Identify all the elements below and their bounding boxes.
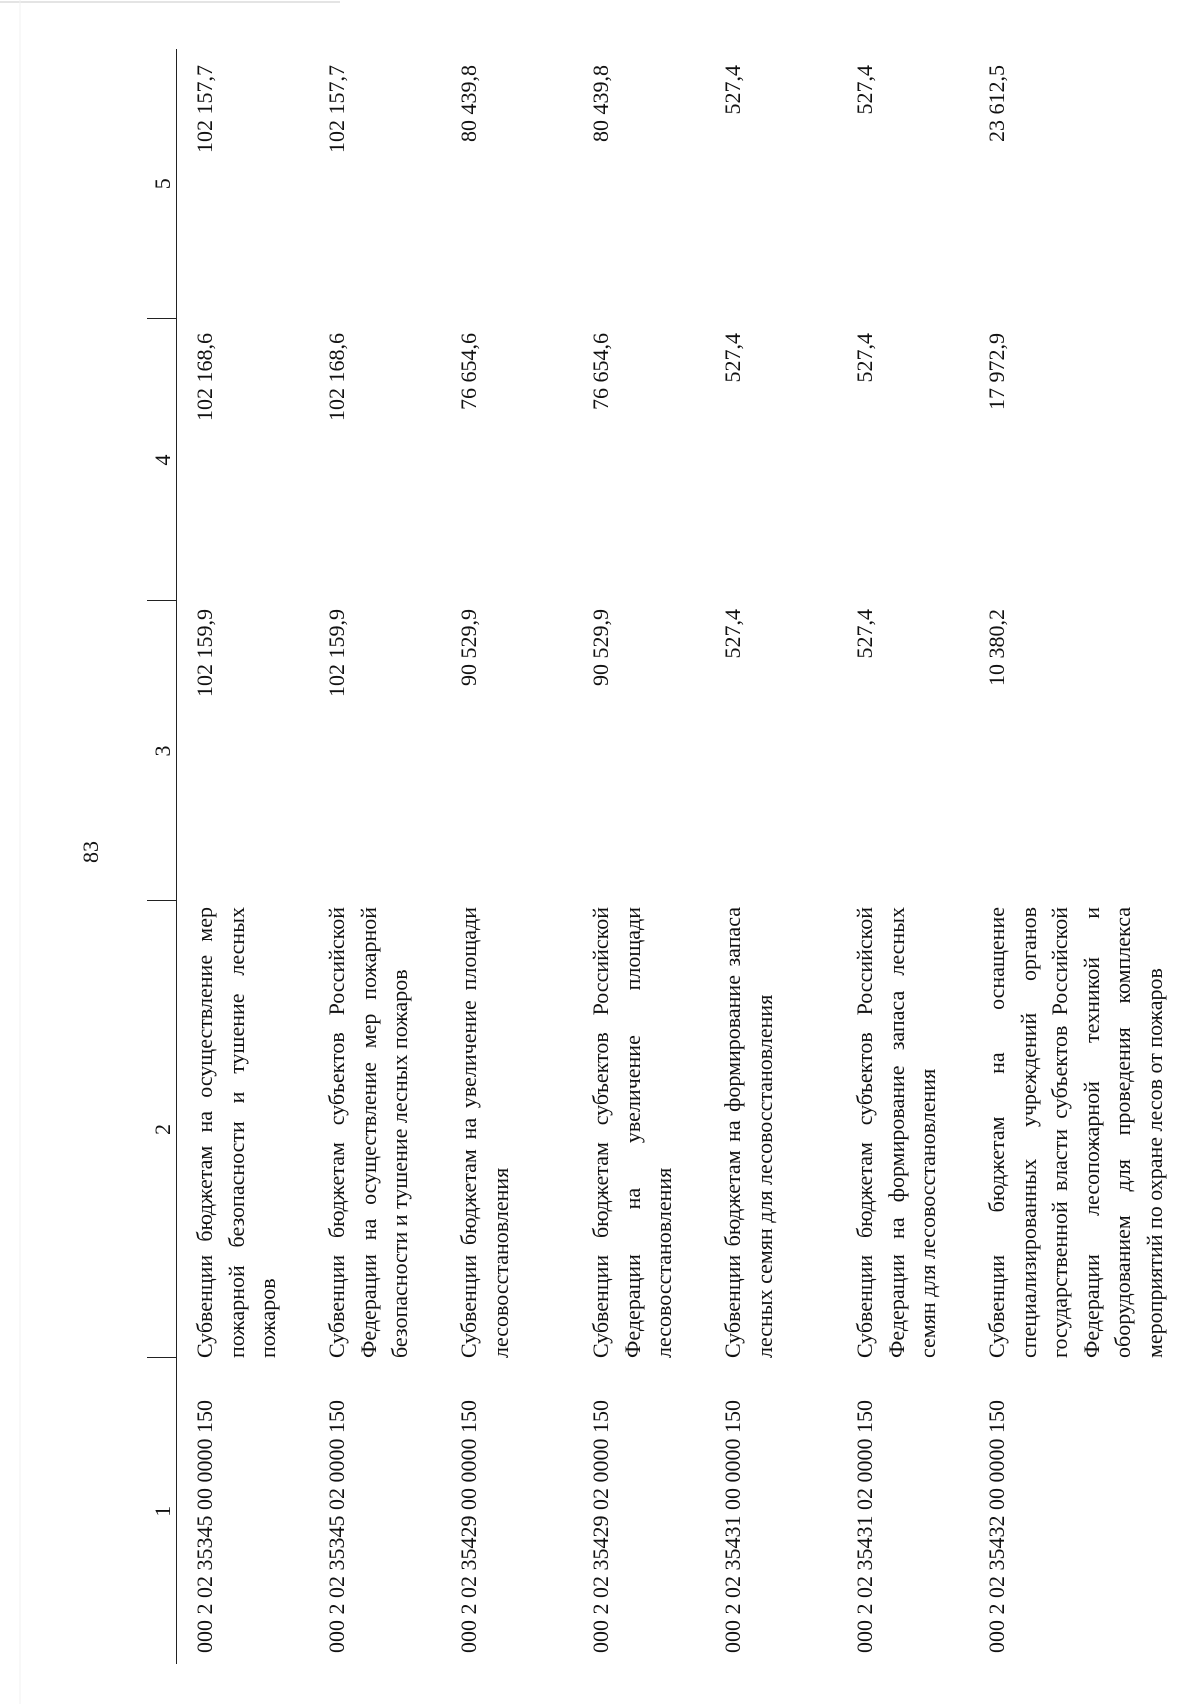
header-col-5: 5 [147, 49, 177, 319]
table-row [177, 49, 322, 1664]
table-row [585, 49, 717, 1664]
row-value-col3: 90 529,9 [456, 609, 481, 686]
row-value-col3: 90 529,9 [588, 609, 613, 686]
row-name: Субвенции бюджетам субъектов Российской Федерации на формирование запаса лесных семян для лесовосстановления [852, 907, 940, 1358]
header-col-2: 2 [147, 901, 177, 1358]
page-number: 83 [78, 841, 103, 863]
row-code: 000 2 02 35431 02 0000 150 [852, 1400, 877, 1653]
row-name: Субвенции бюджетам субъектов Российской Федерации на увеличение площади лесовосстановления [588, 907, 676, 1358]
table-row [981, 49, 1200, 1664]
budget-table [147, 49, 1200, 1664]
row-value-col4: 17 972,9 [984, 333, 1009, 410]
row-code: 000 2 02 35429 02 0000 150 [588, 1400, 613, 1653]
row-name: Субвенции бюджетам субъектов Российской Федерации на осуществление мер пожарной безопасности и тушение лесных пожаров [324, 907, 412, 1358]
row-name: Субвенции бюджетам на оснащение специализированных учреждений органов государственной власти субъектов Российской Федерации лесопожарной техникой и оборудованием для проведения комплекса мероприятий по охране лесов от пожаров [984, 907, 1167, 1358]
row-code: 000 2 02 35432 00 0000 150 [984, 1400, 1009, 1653]
row-value-col5: 527,4 [720, 65, 745, 115]
row-value-col5: 80 439,8 [456, 65, 481, 142]
row-value-col5: 102 157,7 [324, 65, 349, 153]
row-value-col3: 10 380,2 [984, 609, 1009, 686]
row-value-col4: 102 168,6 [324, 333, 349, 421]
row-value-col4: 527,4 [720, 333, 745, 383]
row-value-col5: 102 157,7 [192, 65, 217, 153]
row-code: 000 2 02 35431 00 0000 150 [720, 1400, 745, 1653]
row-name: Субвенции бюджетам на формирование запаса лесных семян для лесовосстановления [720, 907, 777, 1358]
row-code: 000 2 02 35345 02 0000 150 [324, 1400, 349, 1653]
header-col-3: 3 [147, 601, 177, 901]
row-value-col4: 76 654,6 [456, 333, 481, 410]
header-row [147, 49, 177, 1664]
table-row [453, 49, 585, 1664]
row-value-col4: 527,4 [852, 333, 877, 383]
header-col-4: 4 [147, 319, 177, 601]
row-name: Субвенции бюджетам на увеличение площади лесовосстановления [456, 907, 513, 1358]
row-value-col3: 102 159,9 [192, 609, 217, 697]
row-value-col3: 102 159,9 [324, 609, 349, 697]
table-row [717, 49, 849, 1664]
row-code: 000 2 02 35345 00 0000 150 [192, 1400, 217, 1653]
table-row [321, 49, 453, 1664]
row-value-col4: 102 168,6 [192, 333, 217, 421]
row-value-col4: 76 654,6 [588, 333, 613, 410]
row-code: 000 2 02 35429 00 0000 150 [456, 1400, 481, 1653]
row-value-col3: 527,4 [720, 609, 745, 659]
table-row [849, 49, 981, 1664]
row-value-col5: 527,4 [852, 65, 877, 115]
row-value-col5: 80 439,8 [588, 65, 613, 142]
row-value-col3: 527,4 [852, 609, 877, 659]
header-col-1: 1 [147, 1358, 177, 1664]
row-value-col5: 23 612,5 [984, 65, 1009, 142]
row-name: Субвенции бюджетам на осуществление мер пожарной безопасности и тушение лесных пожаров [192, 907, 280, 1358]
